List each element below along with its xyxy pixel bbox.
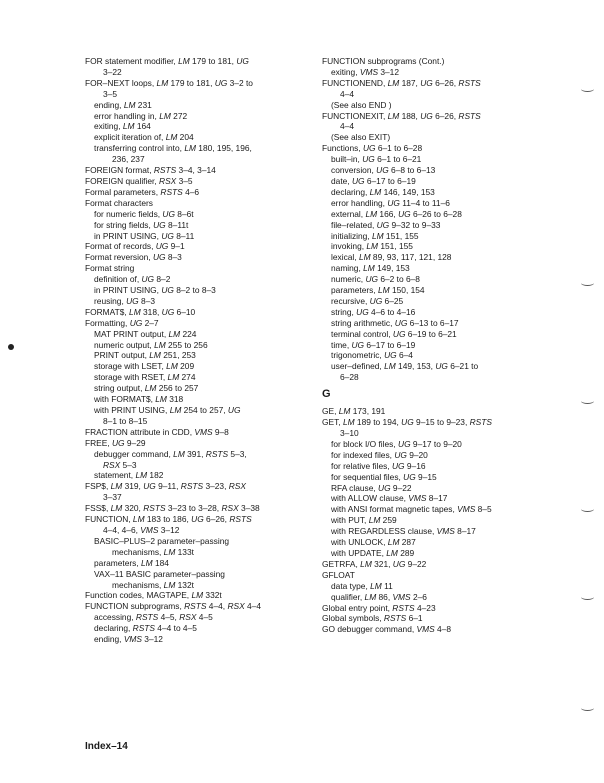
index-entry: with ANSI format magnetic tapes, VMS 8–5 [331, 504, 492, 515]
index-entry: definition of, UG 8–2 [94, 274, 171, 285]
index-entry: lexical, LM 89, 93, 117, 121, 128 [331, 252, 452, 263]
index-entry: for numeric fields, UG 8–6t [94, 208, 194, 219]
index-entry: statement, LM 182 [94, 470, 164, 481]
index-entry: exiting, LM 164 [94, 121, 151, 132]
index-entry: 3–22 [103, 66, 122, 77]
index-entry: parameters, LM 184 [94, 557, 169, 568]
index-entry: with FORMAT$, LM 318 [94, 394, 184, 405]
index-entry: Global entry point, RSTS 4–23 [322, 602, 436, 613]
margin-mark [581, 506, 594, 512]
index-entry: for indexed files, UG 9–20 [331, 449, 428, 460]
index-entry: file–related, UG 9–32 to 9–33 [331, 219, 441, 230]
index-entry: FUNCTION, LM 183 to 186, UG 6–26, RSTS [85, 514, 252, 525]
index-entry: exiting, VMS 3–12 [331, 66, 399, 77]
index-entry: Function codes, MAGTAPE, LM 332t [85, 590, 222, 601]
index-entry: GFLOAT [322, 569, 355, 580]
index-entry: transferring control into, LM 180, 195, 196, [94, 143, 252, 154]
margin-mark [581, 594, 594, 600]
index-entry: trigonometric, UG 6–4 [331, 350, 413, 361]
index-entry: (See also END ) [331, 99, 392, 110]
index-entry: with PUT, LM 259 [331, 515, 397, 526]
section-letter-g: G [322, 388, 331, 401]
index-entry: VAX–11 BASIC parameter–passing [94, 568, 225, 579]
index-entry: FOR statement modifier, LM 179 to 181, UG [85, 56, 249, 66]
index-entry: 4–4 [340, 121, 354, 132]
page-footer: Index–14 [85, 741, 128, 752]
index-entry: FOR–NEXT loops, LM 179 to 181, UG 3–2 to [85, 77, 253, 88]
index-entry: Format characters [85, 197, 153, 208]
index-entry: accessing, RSTS 4–5, RSX 4–5 [94, 612, 213, 623]
index-entry: error handling in, LM 272 [94, 110, 188, 121]
index-entry: FUNCTION subprograms, RSTS 4–4, RSX 4–4 [85, 601, 261, 612]
index-entry: reusing, UG 8–3 [94, 295, 155, 306]
index-entry: GE, LM 173, 191 [322, 406, 386, 417]
index-entry: user–defined, LM 149, 153, UG 6–21 to [331, 361, 479, 372]
index-entry: GETRFA, LM 321, UG 9–22 [322, 558, 427, 569]
index-entry: for relative files, UG 9–16 [331, 460, 426, 471]
index-entry: with ALLOW clause, VMS 8–17 [331, 493, 448, 504]
index-entry: FUNCTION subprograms (Cont.) [322, 56, 445, 66]
index-entry: built–in, UG 6–1 to 6–21 [331, 154, 422, 165]
index-entry: 3–5 [103, 88, 117, 99]
margin-mark [581, 86, 594, 92]
index-entry: BASIC–PLUS–2 parameter–passing [94, 535, 230, 546]
index-entry: with UNLOCK, LM 287 [331, 537, 416, 548]
index-entry: with UPDATE, LM 289 [331, 547, 415, 558]
index-entry: time, UG 6–17 to 6–19 [331, 339, 416, 350]
index-entry: RFA clause, UG 9–22 [331, 482, 412, 493]
index-entry: 4–4, 4–6, VMS 3–12 [103, 524, 180, 535]
index-entry: FOREIGN qualifier, RSX 3–5 [85, 175, 193, 186]
index-entry: Formatting, UG 2–7 [85, 317, 159, 328]
index-entry: debugger command, LM 391, RSTS 5–3, [94, 448, 247, 459]
index-entry: qualifier, LM 86, VMS 2–6 [331, 591, 427, 602]
index-entry: FUNCTIONEXIT, LM 188, UG 6–26, RSTS [322, 110, 481, 121]
index-entry: recursive, UG 6–25 [331, 295, 404, 306]
index-entry: FUNCTIONEND, LM 187, UG 6–26, RSTS [322, 77, 481, 88]
index-entry: initializing, LM 151, 155 [331, 230, 419, 241]
index-entry: in PRINT USING, UG 8–2 to 8–3 [94, 285, 216, 296]
index-entry: date, UG 6–17 to 6–19 [331, 175, 416, 186]
index-column-right [322, 56, 572, 635]
index-entry: Global symbols, RSTS 6–1 [322, 613, 423, 624]
index-entry: string output, LM 256 to 257 [94, 383, 199, 394]
index-entry: mechanisms, LM 133t [112, 546, 194, 557]
index-entry: FRACTION attribute in CDD, VMS 9–8 [85, 426, 229, 437]
index-entry: Format of records, UG 9–1 [85, 241, 185, 252]
index-entry: 6–28 [340, 372, 359, 383]
index-entry: FSP$, LM 319, UG 9–11, RSTS 3–23, RSX [85, 481, 246, 492]
index-entry: storage with RSET, LM 274 [94, 372, 196, 383]
index-entry: string arithmetic, UG 6–13 to 6–17 [331, 317, 459, 328]
index-entry: GET, LM 189 to 194, UG 9–15 to 9–23, RSTS [322, 417, 492, 428]
index-entry: declaring, RSTS 4–4 to 4–5 [94, 623, 197, 634]
index-entry: 8–1 to 8–15 [103, 415, 148, 426]
index-entry: error handling, UG 11–4 to 11–6 [331, 197, 450, 208]
index-entry: ending, VMS 3–12 [94, 634, 163, 645]
index-entry: parameters, LM 150, 154 [331, 285, 425, 296]
index-entry: invoking, LM 151, 155 [331, 241, 413, 252]
index-entry: numeric output, LM 255 to 256 [94, 339, 208, 350]
index-entry: Functions, UG 6–1 to 6–28 [322, 143, 423, 154]
index-entry: storage with LSET, LM 209 [94, 361, 195, 372]
index-entry: FOREIGN format, RSTS 3–4, 3–14 [85, 165, 216, 176]
index-entry: 236, 237 [112, 154, 145, 165]
index-entry: mechanisms, LM 132t [112, 579, 194, 590]
index-entry: (See also EXIT) [331, 132, 391, 143]
index-entry: naming, LM 149, 153 [331, 263, 410, 274]
index-group-f-continued [322, 56, 572, 383]
index-entry: 4–4 [340, 88, 354, 99]
index-entry: FSS$, LM 320, RSTS 3–23 to 3–28, RSX 3–38 [85, 503, 260, 514]
index-entry: explicit iteration of, LM 204 [94, 132, 194, 143]
index-entry: Format reversion, UG 8–3 [85, 252, 182, 263]
index-entry: PRINT output, LM 251, 253 [94, 350, 196, 361]
margin-mark [581, 398, 594, 404]
index-entry: with PRINT USING, LM 254 to 257, UG [94, 405, 241, 415]
index-entry: numeric, UG 6–2 to 6–8 [331, 274, 420, 285]
index-column-left [85, 56, 330, 645]
index-entry: 3–10 [340, 428, 359, 438]
index-entry: in PRINT USING, UG 8–11 [94, 230, 195, 241]
index-entry: declaring, LM 146, 149, 153 [331, 186, 435, 197]
index-entry: data type, LM 11 [331, 580, 393, 591]
index-entry: FORMAT$, LM 318, UG 6–10 [85, 306, 196, 317]
index-entry: for sequential files, UG 9–15 [331, 471, 437, 482]
index-entry: FREE, UG 9–29 [85, 437, 146, 448]
margin-mark [581, 280, 594, 286]
index-entry: conversion, UG 6–8 to 6–13 [331, 165, 436, 176]
index-entry: RSX 5–3 [103, 459, 137, 470]
index-entry: MAT PRINT output, LM 224 [94, 328, 197, 339]
index-entry: for block I/O files, UG 9–17 to 9–20 [331, 438, 462, 449]
index-group-g [322, 406, 572, 635]
index-entry: 3–37 [103, 492, 122, 503]
punch-hole-mark [8, 344, 14, 350]
index-entry: terminal control, UG 6–19 to 6–21 [331, 328, 457, 339]
margin-mark [581, 705, 594, 711]
index-entry: ending, LM 231 [94, 99, 152, 110]
index-entry: Formal parameters, RSTS 4–6 [85, 186, 200, 197]
index-entry: Format string [85, 263, 135, 274]
index-entry: string, UG 4–6 to 4–16 [331, 306, 416, 317]
index-entry: with REGARDLESS clause, VMS 8–17 [331, 526, 476, 537]
index-entry: external, LM 166, UG 6–26 to 6–28 [331, 208, 462, 219]
index-entry: GO debugger command, VMS 4–8 [322, 624, 451, 635]
index-entry: for string fields, UG 8–11t [94, 219, 189, 230]
